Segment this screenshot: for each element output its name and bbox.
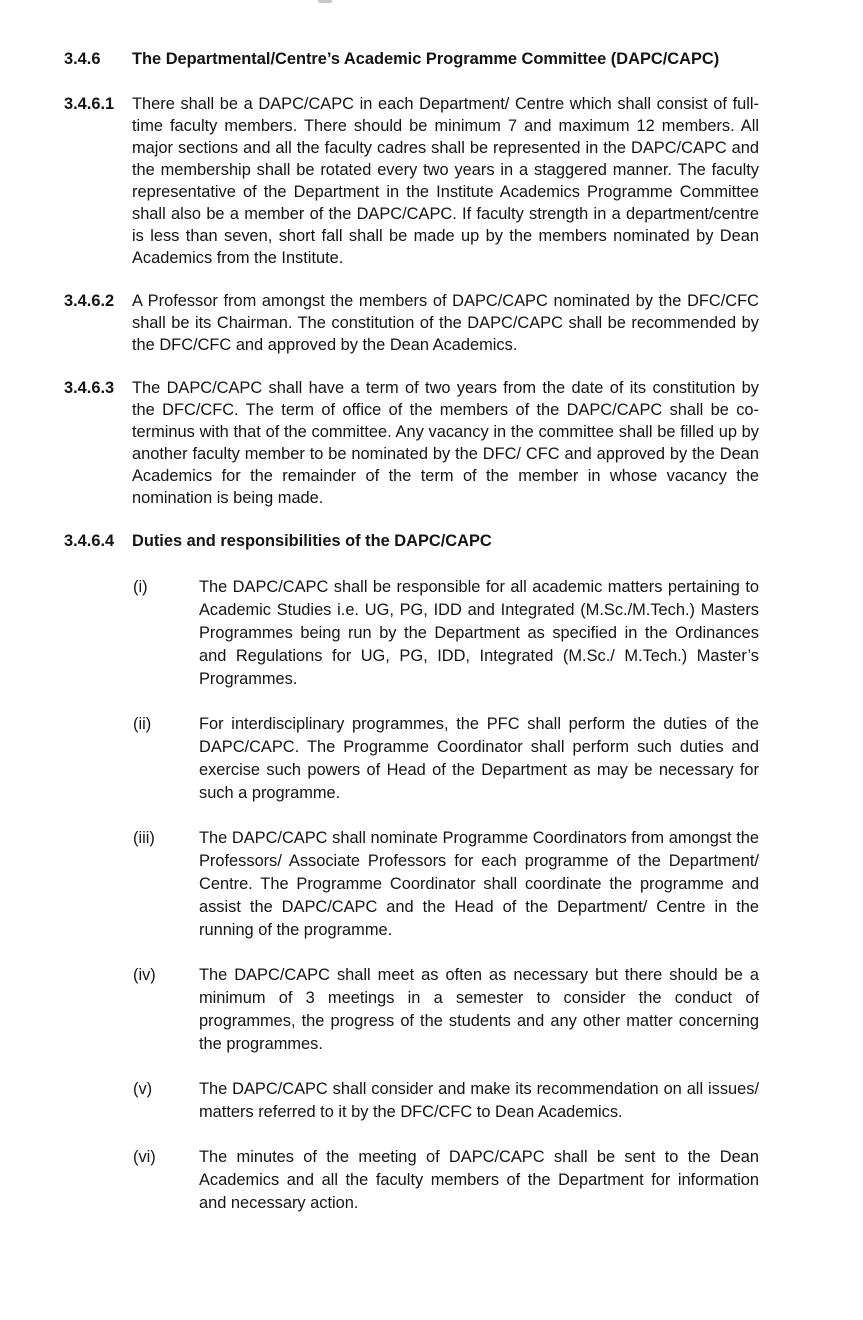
list-item	[133, 1078, 759, 1124]
paragraph	[64, 377, 759, 509]
list-item	[133, 576, 759, 691]
list-item-text: The minutes of the meeting of DAPC/CAPC shall be sent to the Dean Academics and all the faculty members of the Department for information and necessary action.	[199, 1148, 759, 1212]
duties-list	[133, 576, 759, 1215]
duties-heading-title: Duties and responsibilities of the DAPC/CAPC	[132, 532, 492, 550]
paragraph-number: 3.4.6.2	[64, 292, 115, 310]
section-title: The Departmental/Centre’s Academic Programme Committee (DAPC/CAPC)	[132, 50, 720, 68]
list-item-text: For interdisciplinary programmes, the PFC shall perform the duties of the DAPC/CAPC. The Programme Coordinator shall perform such duties and exercise such powers of Head of the Department as may be necessary for such a programme.	[199, 715, 759, 802]
duties-heading	[64, 530, 759, 552]
paragraph-number: 3.4.6.3	[64, 379, 115, 397]
list-item-text: The DAPC/CAPC shall meet as often as necessary but there should be a minimum of 3 meetings in a semester to consider the conduct of programmes, the progress of the students and any other matter concerning the programmes.	[199, 966, 759, 1053]
list-item	[133, 964, 759, 1056]
list-item-text: The DAPC/CAPC shall be responsible for all academic matters pertaining to Academic Studies i.e. UG, PG, IDD and Integrated (M.Sc./M.Tech.) Masters Programmes being run by the Department as specified in the Ordinances and Regulations for UG, PG, IDD, Integrated (M.Sc./ M.Tech.) Master’s Programmes.	[199, 578, 759, 688]
list-item-marker: (vi)	[133, 1148, 156, 1166]
paragraph	[64, 93, 759, 269]
list-item-marker: (iv)	[133, 966, 156, 984]
list-item-marker: (i)	[133, 578, 148, 596]
list-item-marker: (iii)	[133, 829, 155, 847]
paragraph-text: The DAPC/CAPC shall have a term of two years from the date of its constitution by the DFC/CFC. The term of office of the members of the DAPC/CAPC shall be co-terminus with that of the committee. Any vacancy in the committee shall be filled up by another faculty member to be nominated by the DFC/ CFC and approved by the Dean Academics for the remainder of the term of the member in whose vacancy the nomination is being made.	[132, 379, 759, 507]
section-number: 3.4.6	[64, 50, 101, 68]
paragraph-number: 3.4.6.4	[64, 532, 115, 550]
list-item	[133, 1146, 759, 1215]
list-item-marker: (v)	[133, 1080, 153, 1098]
list-item-text: The DAPC/CAPC shall consider and make its recommendation on all issues/ matters referred to it by the DFC/CFC to Dean Academics.	[199, 1080, 759, 1121]
list-item	[133, 827, 759, 942]
paragraph-number: 3.4.6.1	[64, 95, 115, 113]
list-item-text: The DAPC/CAPC shall nominate Programme Coordinators from amongst the Professors/ Associate Professors for each programme of the Department/ Centre. The Programme Coordinator shall coordinate the programme and assist the DAPC/CAPC and the Head of the Department/ Centre in the running of the programme.	[199, 829, 759, 939]
section-heading	[64, 46, 759, 72]
paragraph	[64, 290, 759, 356]
paragraph-text: A Professor from amongst the members of DAPC/CAPC nominated by the DFC/CFC shall be its Chairman. The constitution of the DAPC/CAPC shall be recommended by the DFC/CFC and approved by the Dean Academics.	[132, 292, 759, 354]
list-item-marker: (ii)	[133, 715, 152, 733]
list-item	[133, 713, 759, 805]
paragraph-text: There shall be a DAPC/CAPC in each Department/ Centre which shall consist of full-time faculty members. There should be minimum 7 and maximum 12 members. All major sections and all the faculty cadres shall be represented in the DAPC/CAPC and the membership shall be rotated every two years in a staggered manner. The faculty representative of the Department in the Institute Academics Programme Committee shall also be a member of the DAPC/CAPC. If faculty strength in a department/centre is less than seven, short fall shall be made up by the members nominated by Dean Academics from the Institute.	[132, 95, 759, 267]
